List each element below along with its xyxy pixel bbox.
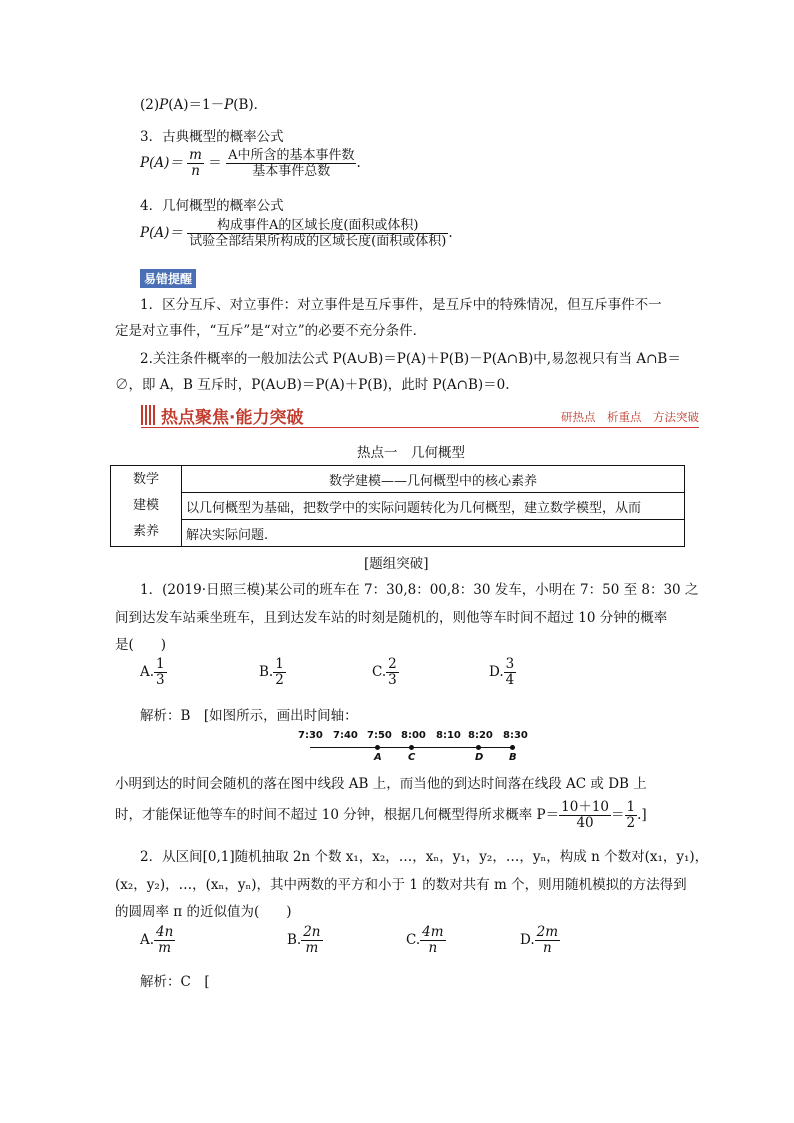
banner-stripe-icon	[141, 405, 155, 425]
warning-1-line-2: 定是对立事件，“互斥”是“对立”的必要不充分条件．	[115, 323, 427, 339]
timeline-point	[375, 745, 380, 750]
q1-option-b: B. $\frac{1}{2}$	[259, 656, 284, 688]
q2-option-c: C. $\frac{4m}{n}$	[406, 924, 444, 956]
q1-line-3: 是( )	[115, 637, 167, 653]
warning-1-line-1: 1．区分互斥、对立事件：对立事件是互斥事件，是互斥中的特殊情况，但互斥事件不一	[140, 297, 662, 313]
literacy-table	[110, 465, 685, 547]
warning-badge: 易错提醒	[140, 269, 196, 288]
geometric-probability-formula: P(A)＝ $\frac{\text{构成事件A的区域长度(面积或体积)}}{\text{试验全部结果所构成的区域长度(面积或体积)}}$ .	[140, 218, 453, 249]
literacy-body-2: 解决实际问题.	[182, 520, 685, 547]
group-title: [题组突破]	[364, 556, 429, 572]
banner-title: 热点聚焦·能力突破	[161, 408, 304, 428]
q1-option-a: A. $\frac{1}{3}$	[140, 656, 165, 688]
warning-2-line-2: ∅，即 A，B 互斥时，P(A∪B)＝P(A)＋P(B)，此时 P(A∩B)＝0.	[115, 377, 510, 393]
q2-option-d: D. $\frac{2m}{n}$	[520, 924, 559, 956]
timeline	[298, 728, 528, 768]
timeline-point	[476, 745, 481, 750]
literacy-head: 数学建模——几何概型中的核心素养	[182, 466, 685, 493]
literacy-body-1: 以几何概型为基础，把数学中的实际问题转化为几何概型，建立数学模型，从而	[182, 493, 685, 520]
q1-explanation-1: 小明到达的时间会随机的落在图中线段 AB 上，而当他的到达时间落在线段 AC 或 DB 上	[115, 776, 647, 792]
q2-solution: 解析：C [	[140, 974, 210, 990]
geometric-probability-heading: 4．几何概型的概率公式	[140, 198, 284, 214]
banner-subtitle: 研热点 析重点 方法突破	[561, 410, 699, 424]
timeline-point-label: B	[509, 752, 517, 763]
literacy-label: 数学 建模 素养	[111, 466, 182, 547]
q2-line-3: 的圆周率 π 的近似值为( )	[115, 904, 292, 920]
q2-line-1: 2．从区间[0,1]随机抽取 2n 个数 x₁，x₂，…，xₙ，y₁，y₂，…，yₙ，构成 n 个数对(x₁，y₁)，	[140, 849, 709, 865]
classical-probability-formula: P(A)＝ $\frac{m}{n}$ ＝ $\frac{\text{A中所含的基本事件数}}{\text{基本事件总数}}$ .	[140, 147, 361, 179]
timeline-tick-label: 7:50	[367, 730, 392, 741]
timeline-tick-label: 8:00	[401, 730, 426, 741]
timeline-tick-label: 7:40	[333, 730, 358, 741]
classical-probability-heading: 3．古典概型的概率公式	[140, 129, 284, 145]
q2-option-a: A. $\frac{4n}{m}$	[140, 924, 174, 956]
timeline-point	[409, 745, 414, 750]
q2-option-b: B. $\frac{2n}{m}$	[287, 924, 321, 956]
q1-option-d: D. $\frac{3}{4}$	[489, 656, 515, 688]
timeline-tick-label: 8:20	[468, 730, 493, 741]
timeline-point-label: A	[374, 752, 382, 763]
q2-line-2: (x₂，y₂)，…，(xₙ，yₙ)，其中两数的平方和小于 1 的数对共有 m 个，则用随机模拟的方法得到	[115, 877, 687, 893]
warning-2-line-1: 2.关注条件概率的一般加法公式 P(A∪B)＝P(A)＋P(B)－P(A∩B)中,易忽视只有当 A∩B＝	[140, 351, 681, 367]
timeline-tick-label: 8:10	[436, 730, 461, 741]
section-title: 热点一 几何概型	[357, 445, 465, 461]
timeline-point-label: D	[475, 752, 484, 763]
section-banner	[141, 403, 699, 428]
q1-explanation-2: 时，才能保证他等车的时间不超过 10 分钟，根据几何概型得所求概率 P＝ $\frac{10+10}{40}$ ＝ $\frac{1}{2}$ .]	[115, 799, 647, 831]
formula-complement: (2)P(A)＝1－P(B)．	[140, 97, 268, 113]
timeline-point-label: C	[408, 752, 416, 763]
q1-line-1: 1．(2019·日照三模)某公司的班车在 7：30,8：00,8：30 发车，小明在 7：50 至 8：30 之	[140, 582, 699, 598]
timeline-tick-label: 7:30	[298, 730, 323, 741]
q1-solution: 解析：B [如图所示，画出时间轴：	[140, 708, 358, 724]
q1-option-c: C. $\frac{2}{3}$	[372, 656, 397, 688]
q1-line-2: 间到达发车站乘坐班车，且到达发车站的时刻是随机的，则他等车时间不超过 10 分钟的概率	[115, 610, 668, 626]
timeline-tick-label: 8:30	[503, 730, 528, 741]
timeline-point	[510, 745, 515, 750]
